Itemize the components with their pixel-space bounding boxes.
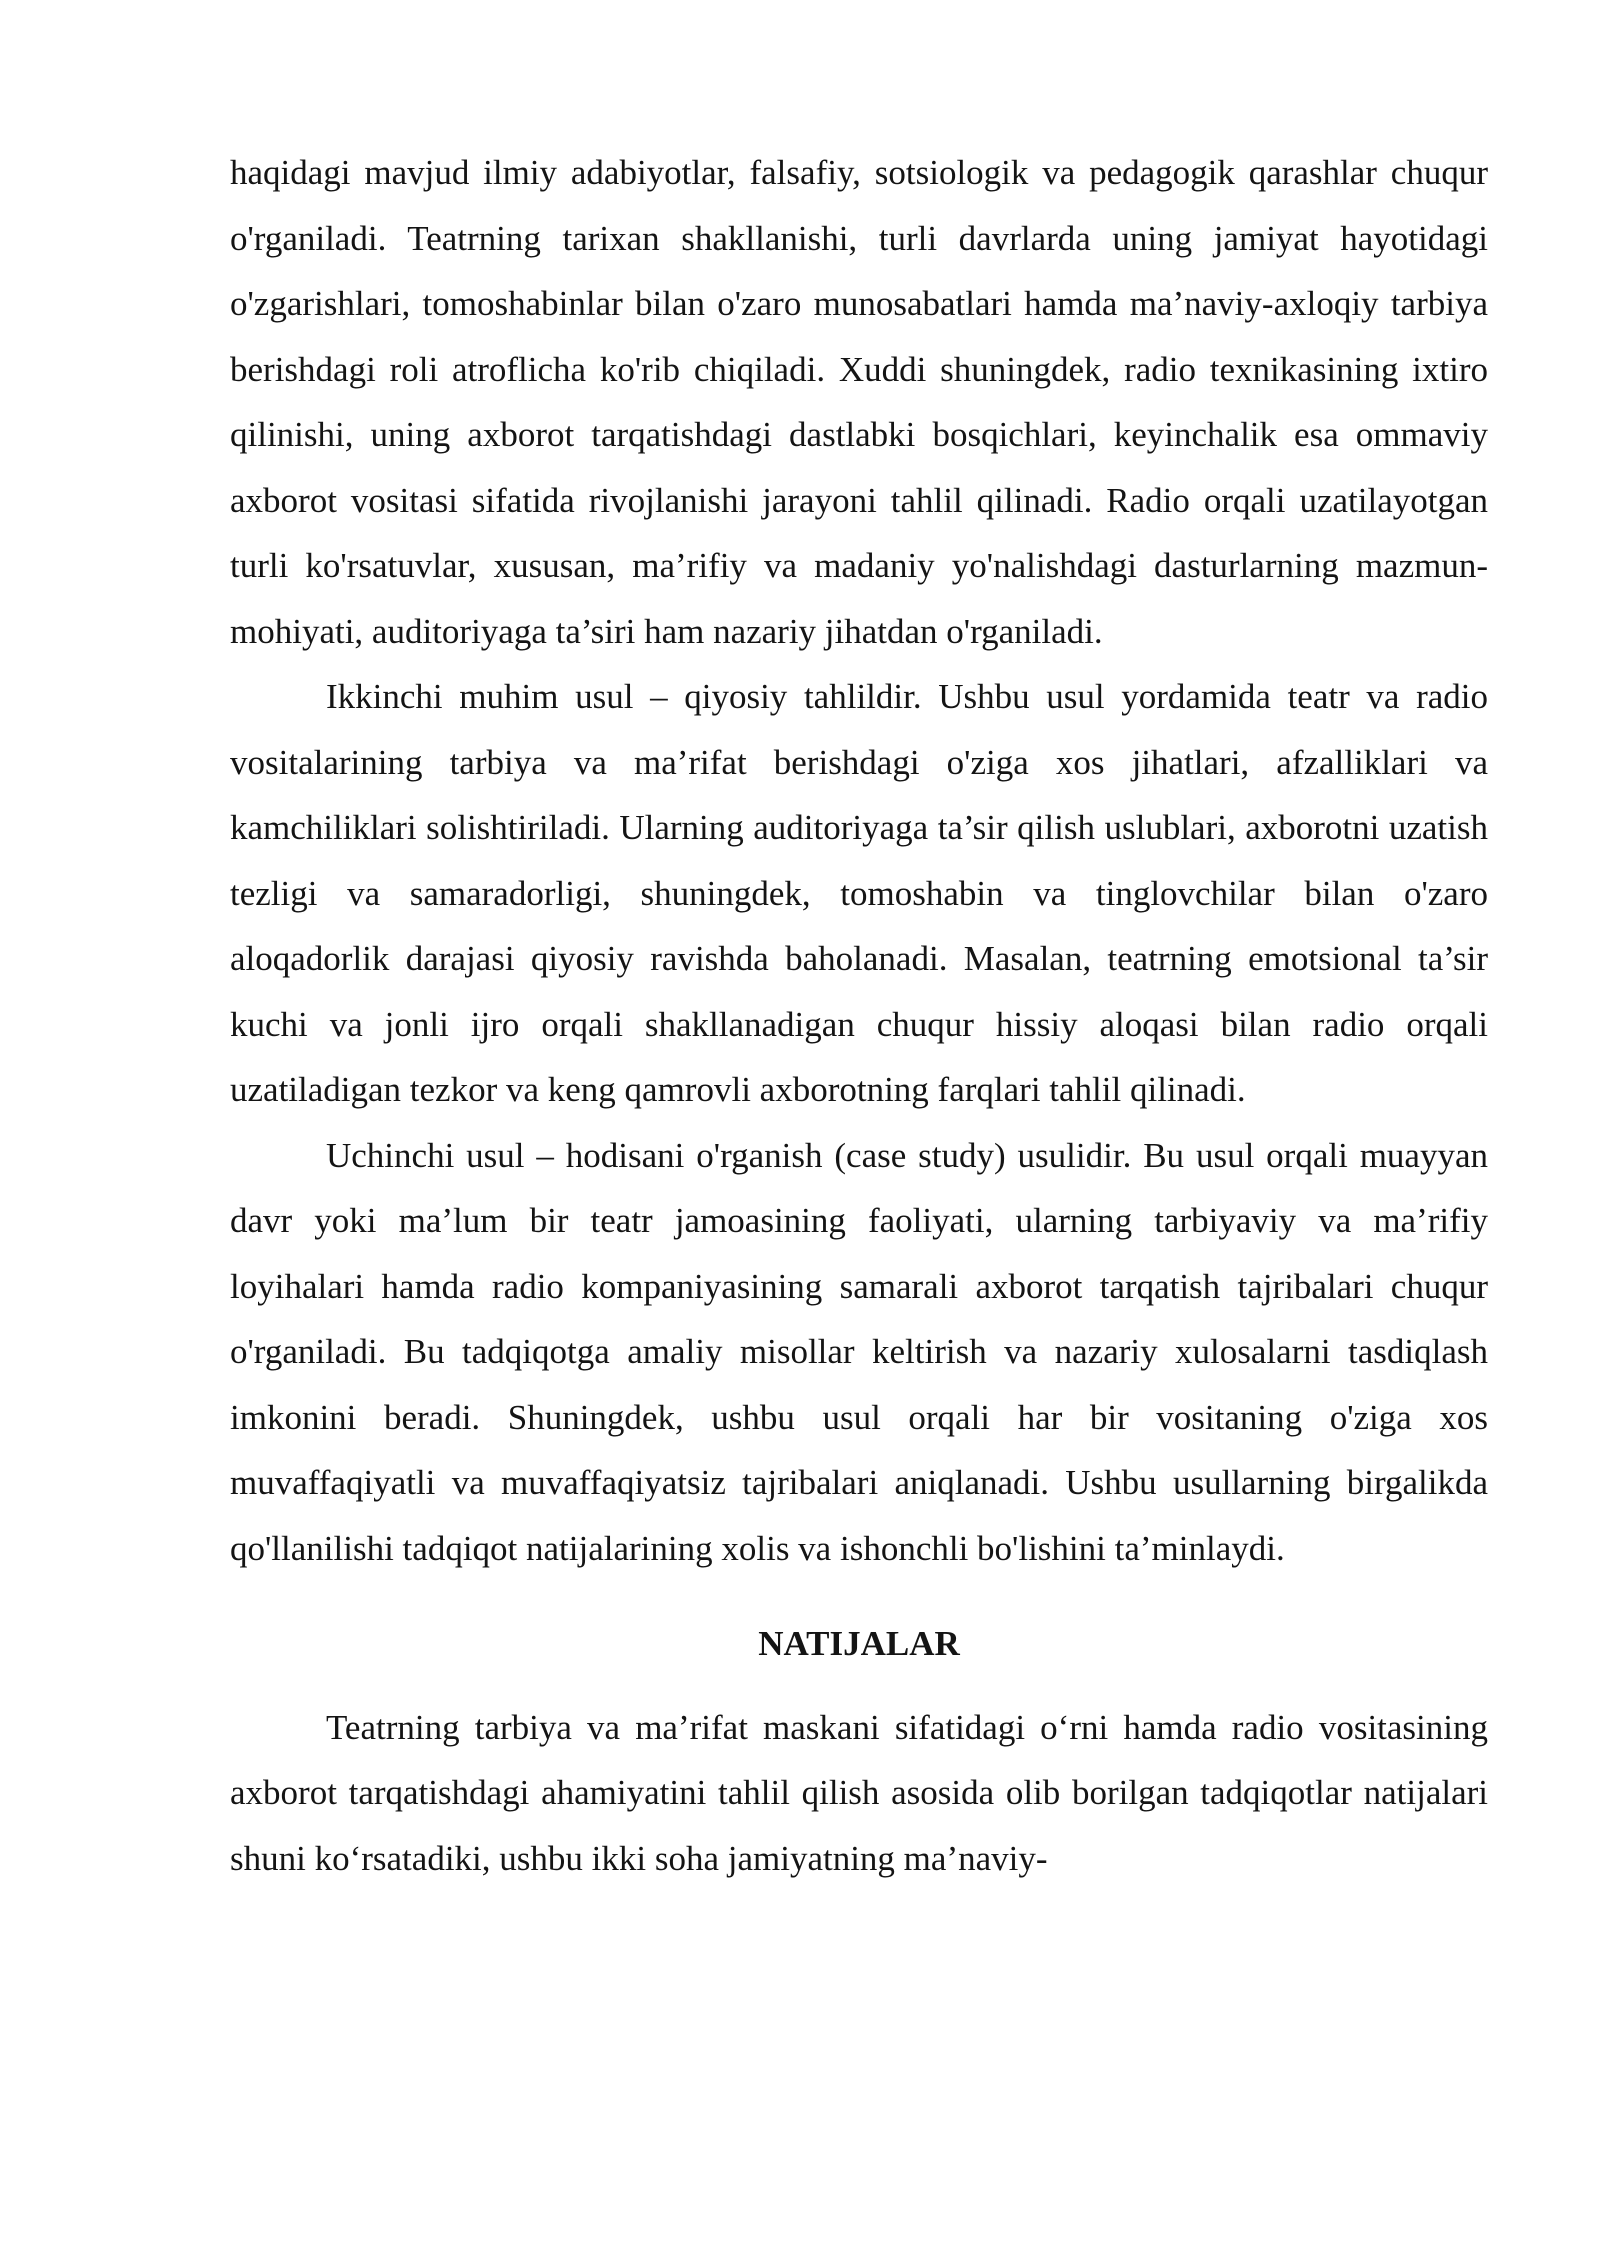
section-heading-natijalar: NATIJALAR [758, 1624, 960, 1663]
document-page [230, 140, 1488, 1891]
body-paragraph-2: Ikkinchi muhim usul – qiyosiy tahlildir. Ushbu usul yordamida teatr va radio vositalarining tarbiya va ma’rifat berishdagi o'ziga xos jihatlari, afzalliklari va kamchiliklari solishtiriladi. Ularning auditoriyaga ta’sir qilish uslublari, axborotni uzatish tezligi va samaradorligi, shuningdek, tomoshabin va tinglovchilar bilan o'zaro aloqadorlik darajasi qiyosiy ravishda baholanadi. Masalan, teatrning emotsional ta’sir kuchi va jonli ijro orqali shakllanadigan chuqur hissiy aloqasi bilan radio orqali uzatiladigan tezkor va keng qamrovli axborotning farqlari tahlil qilinadi. [230, 677, 1488, 1109]
body-paragraph-3: Uchinchi usul – hodisani o'rganish (case study) usulidir. Bu usul orqali muayyan davr yoki ma’lum bir teatr jamoasining faoliyati, ularning tarbiyaviy va ma’rifiy loyihalari hamda radio kompaniyasining samarali axborot tarqatish tajribalari chuqur o'rganiladi. Bu tadqiqotga amaliy misollar keltirish va nazariy xulosalarni tasdiqlash imkonini beradi. Shuningdek, ushbu usul orqali har bir vositaning o'ziga xos muvaffaqiyatli va muvaffaqiyatsiz tajribalari aniqlanadi. Ushbu usullarning birgalikda qo'llanilishi tadqiqot natijalarining xolis va ishonchli bo'lishini ta’minlaydi. [230, 1135, 1488, 1568]
body-paragraph-1: haqidagi mavjud ilmiy adabiyotlar, falsafiy, sotsiologik va pedagogik qarashlar chuqur o'rganiladi. Teatrning tarixan shakllanishi, turli davrlarda uning jamiyat hayotidagi o'zgarishlari, tomoshabinlar bilan o'zaro munosabatlari hamda ma’naviy-axloqiy tarbiya berishdagi roli atroflicha ko'rib chiqiladi. Xuddi shuningdek, radio texnikasining ixtiro qilinishi, uning axborot tarqatishdagi dastlabki bosqichlari, keyinchalik esa ommaviy axborot vositasi sifatida rivojlanishi jarayoni tahlil qilinadi. Radio orqali uzatilayotgan turli ko'rsatuvlar, xususan, ma’rifiy va madaniy yo'nalishdagi dasturlarning mazmun-mohiyati, auditoriyaga ta’siri ham nazariy jihatdan o'rganiladi. [230, 153, 1488, 651]
body-paragraph-4: Teatrning tarbiya va ma’rifat maskani sifatidagi o‘rni hamda radio vositasining axborot tarqatishdagi ahamiyatini tahlil qilish asosida olib borilgan tadqiqotlar natijalari shuni ko‘rsatadiki, ushbu ikki soha jamiyatning ma’naviy- [230, 1707, 1488, 1878]
